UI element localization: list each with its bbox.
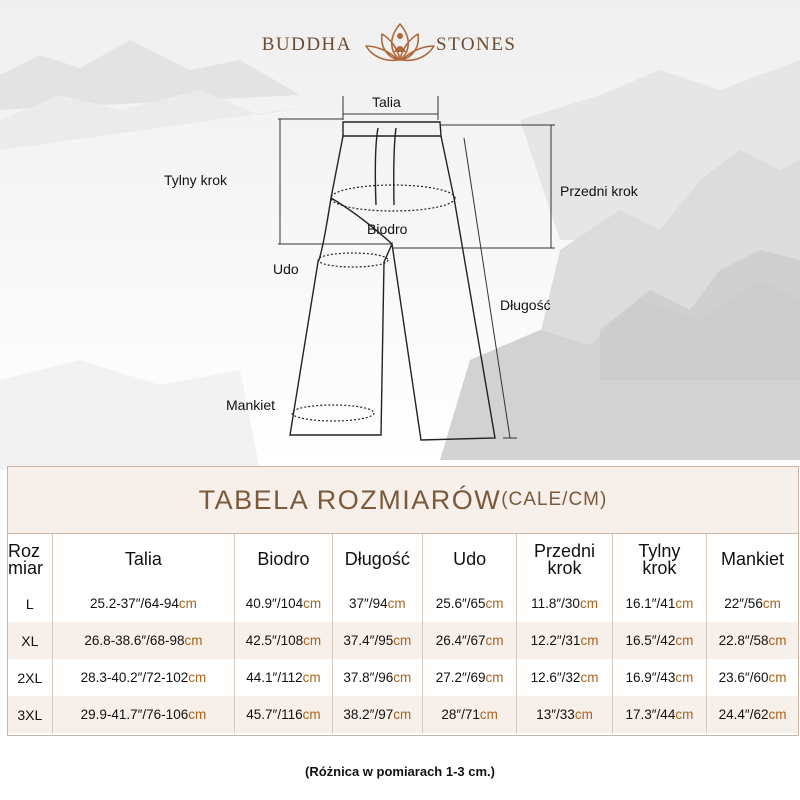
column-header — [235, 534, 332, 585]
column-header — [332, 534, 422, 585]
measurement-value: 24.4″/62 — [718, 707, 769, 722]
column-header-line: miar — [8, 557, 43, 578]
label-back-rise: Tylny krok — [164, 172, 228, 188]
column-header — [8, 534, 52, 585]
measurement-note: (Różnica w pomiarach 1-3 cm.) — [305, 764, 495, 779]
column-header-line: Udo — [453, 549, 487, 569]
measurement-cell — [707, 696, 798, 733]
measurement-cell — [707, 622, 798, 659]
measurement-unit: cm — [184, 633, 203, 648]
table-header-row — [8, 534, 798, 585]
column-header-line: Biodro — [257, 549, 310, 569]
measurement-cell — [235, 622, 332, 659]
measurement-value: 26.4″/67 — [435, 633, 486, 648]
measurement-unit: cm — [387, 596, 406, 611]
measurement-cell — [235, 696, 332, 733]
measurement-value: 11.8″/30 — [531, 596, 580, 611]
measurement-unit: cm — [302, 707, 321, 722]
size-cell: L — [8, 585, 52, 622]
measurement-unit: cm — [579, 596, 598, 611]
table-body — [8, 585, 798, 733]
measurement-cell — [517, 622, 612, 659]
measurement-value: 26.8-38.6″/68-98 — [84, 633, 185, 648]
measurement-value: 12.2″/31 — [530, 633, 581, 648]
measurement-unit: cm — [675, 633, 694, 648]
measurement-value: 23.6″/60 — [718, 670, 769, 685]
measurement-value: 37.4″/95 — [343, 633, 394, 648]
measurement-value: 22.8″/58 — [718, 633, 769, 648]
measurement-value: 37″/94 — [349, 596, 388, 611]
measurement-value: 12.6″/32 — [530, 670, 581, 685]
column-header-line: Długość — [344, 549, 410, 569]
measurement-unit: cm — [675, 670, 694, 685]
column-header-line: Tylny — [638, 540, 681, 561]
measurement-value: 45.7″/116 — [246, 707, 303, 722]
column-header — [517, 534, 612, 585]
measurement-value: 25.2-37″/64-94 — [89, 596, 179, 611]
column-header — [612, 534, 706, 585]
table-row — [8, 585, 798, 622]
measurement-value: 28.3-40.2″/72-102 — [80, 670, 189, 685]
measurement-unit: cm — [393, 633, 412, 648]
measurement-value: 27.2″/69 — [435, 670, 486, 685]
measurement-cell — [332, 696, 422, 733]
measurement-unit: cm — [303, 633, 322, 648]
measurement-unit: cm — [188, 707, 207, 722]
measurement-value: 16.1″/41 — [625, 596, 676, 611]
measurement-cell — [517, 585, 612, 622]
column-header — [422, 534, 516, 585]
label-hip: Biodro — [367, 221, 408, 237]
measurement-unit: cm — [479, 707, 498, 722]
column-header-line: krok — [642, 557, 677, 578]
measurement-value: 22″/56 — [724, 596, 763, 611]
measurement-value: 13″/33 — [536, 707, 575, 722]
measurement-cell — [52, 585, 235, 622]
measurement-value: 42.5″/108 — [245, 633, 304, 648]
thigh-ellipse — [318, 253, 388, 267]
column-header — [707, 534, 798, 585]
measurement-cell — [422, 696, 516, 733]
measurement-unit: cm — [393, 670, 412, 685]
measurement-value: 37.8″/96 — [343, 670, 394, 685]
measurement-value: 28″/71 — [441, 707, 480, 722]
measurement-cell — [612, 696, 706, 733]
column-header-line: Mankiet — [721, 549, 785, 569]
measurement-unit: cm — [768, 633, 787, 648]
brand-name-left: BUDDHA — [261, 34, 352, 55]
measurement-unit: cm — [178, 596, 197, 611]
column-header — [52, 534, 235, 585]
measurement-cell — [422, 585, 516, 622]
measurement-unit: cm — [485, 633, 504, 648]
measurement-cell — [707, 585, 798, 622]
measurement-unit: cm — [574, 707, 593, 722]
hip-ellipse — [331, 185, 455, 211]
measurement-value: 25.6″/65 — [435, 596, 486, 611]
measurement-cell — [332, 659, 422, 696]
column-header-line: Przedni — [534, 540, 596, 561]
measurement-unit: cm — [485, 670, 504, 685]
measurement-cell — [517, 696, 612, 733]
measurement-unit: cm — [188, 670, 207, 685]
measurement-cell — [612, 659, 706, 696]
measurement-value: 16.5″/42 — [625, 633, 676, 648]
measurement-unit: cm — [768, 670, 787, 685]
measurement-unit: cm — [675, 596, 694, 611]
size-chart-title-main: TABELA ROZMIARÓW — [198, 484, 502, 515]
measurement-unit: cm — [580, 670, 599, 685]
measurement-cell — [332, 585, 422, 622]
column-header-line: Roz — [8, 540, 41, 561]
size-cell: XL — [8, 622, 52, 659]
cuff-ellipse — [292, 405, 374, 421]
table-row — [8, 622, 798, 659]
measurement-cell — [52, 659, 235, 696]
label-length: Długość — [500, 297, 551, 313]
column-header-line: Talia — [124, 549, 162, 569]
measurement-cell — [52, 622, 235, 659]
measurement-unit: cm — [675, 707, 694, 722]
measurement-unit: cm — [485, 596, 504, 611]
size-cell: 2XL — [8, 659, 52, 696]
size-table — [8, 534, 798, 733]
measurement-value: 17.3″/44 — [625, 707, 676, 722]
measurement-value: 40.9″/104 — [245, 596, 304, 611]
measurement-cell — [707, 659, 798, 696]
size-chart-title — [8, 467, 798, 534]
measurement-cell — [235, 659, 332, 696]
label-cuff: Mankiet — [226, 397, 276, 413]
measurement-unit: cm — [768, 707, 787, 722]
measurement-cell — [612, 585, 706, 622]
label-front-rise: Przedni krok — [560, 183, 638, 199]
size-chart-title-unit: (CALE/CM) — [501, 489, 608, 510]
measurement-cell — [422, 622, 516, 659]
table-row — [8, 659, 798, 696]
brand-name-right: STONES — [436, 34, 517, 55]
column-header-line: krok — [547, 557, 582, 578]
size-cell: 3XL — [8, 696, 52, 733]
measurement-cell — [332, 622, 422, 659]
table-row — [8, 696, 798, 733]
measurement-cell — [52, 696, 235, 733]
measurement-cell — [235, 585, 332, 622]
measurement-unit: cm — [393, 707, 412, 722]
measurement-cell — [422, 659, 516, 696]
measurement-unit: cm — [302, 670, 321, 685]
measurement-value: 16.9″/43 — [625, 670, 676, 685]
measurement-unit: cm — [580, 633, 599, 648]
measurement-value: 38.2″/97 — [343, 707, 394, 722]
measurement-cell — [612, 622, 706, 659]
measurement-cell — [517, 659, 612, 696]
label-thigh: Udo — [273, 261, 299, 277]
measurement-unit: cm — [303, 596, 322, 611]
label-waist: Talia — [372, 94, 401, 110]
size-chart-table — [7, 466, 799, 736]
measurement-value: 29.9-41.7″/76-106 — [80, 707, 189, 722]
measurement-unit: cm — [762, 596, 781, 611]
measurement-value: 44.1″/112 — [246, 670, 303, 685]
